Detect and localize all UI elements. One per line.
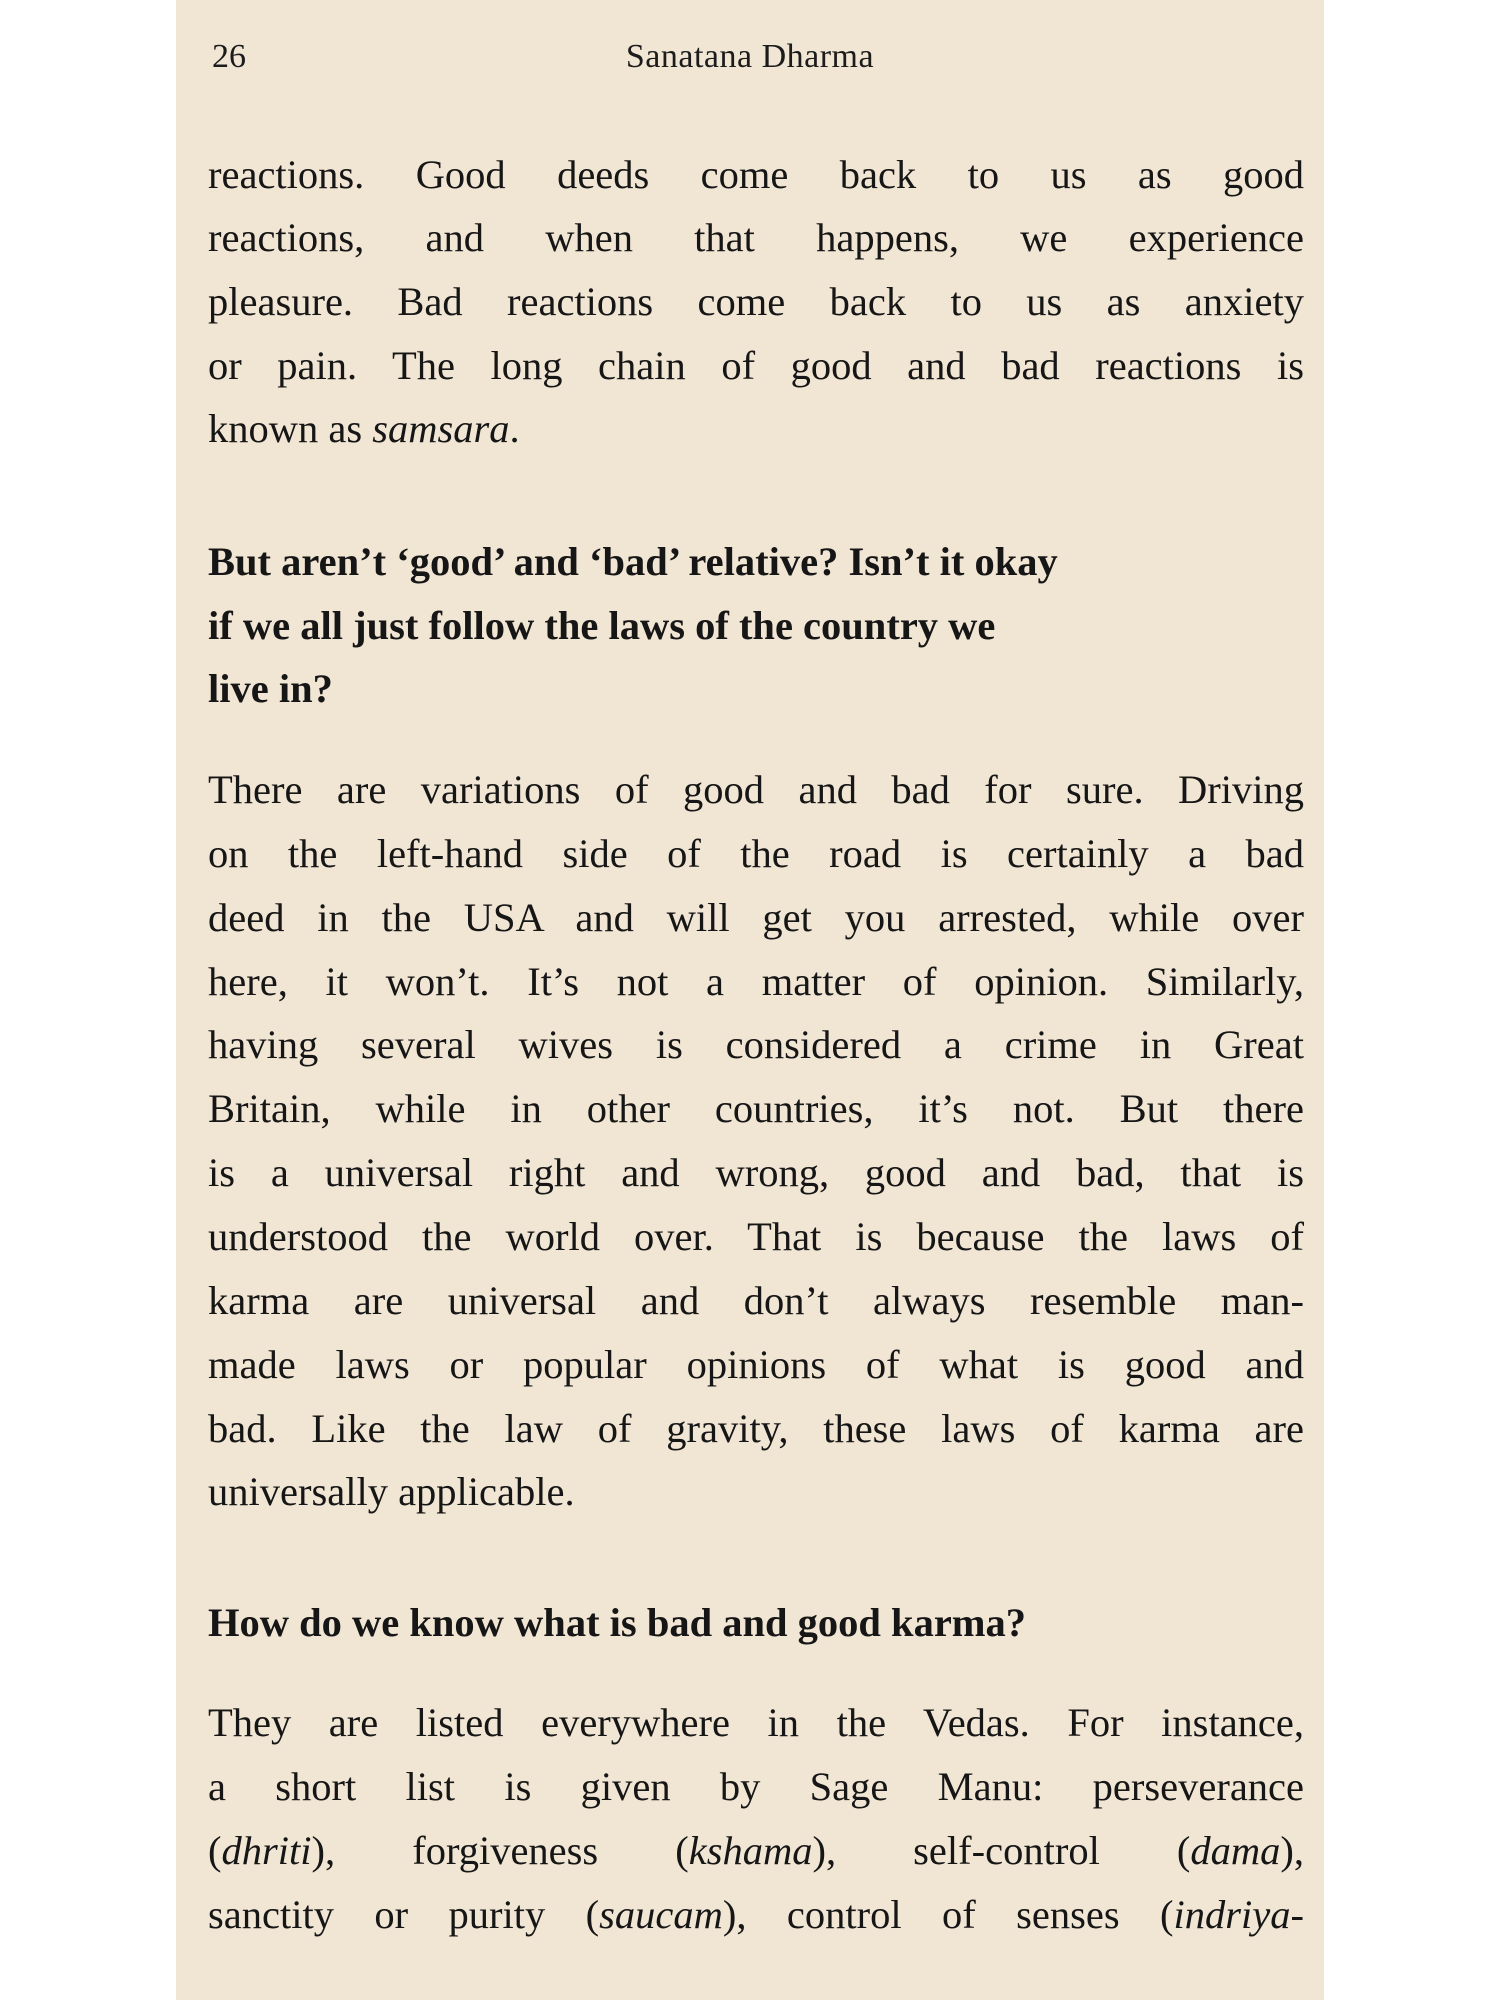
text-span: ), control of senses ( xyxy=(722,1892,1174,1937)
italic-term: kshama xyxy=(688,1828,813,1873)
text-span: ), forgiveness ( xyxy=(311,1828,689,1873)
text-line: universally applicable. xyxy=(208,1469,575,1514)
page-number: 26 xyxy=(212,38,246,75)
text-line: There are variations of good and bad for sure. Driving xyxy=(208,767,1304,812)
book-page xyxy=(176,0,1324,2000)
italic-term: indriya- xyxy=(1173,1892,1305,1937)
text-line: or pain. The long chain of good and bad reactions is xyxy=(208,343,1304,388)
text-line: a short list is given by Sage Manu: perseverance xyxy=(208,1764,1304,1809)
text-line: They are listed everywhere in the Vedas. For instance, xyxy=(208,1700,1304,1745)
text-line: reactions, and when that happens, we experience xyxy=(208,215,1304,260)
text-line: is a universal right and wrong, good and bad, that is xyxy=(208,1150,1304,1195)
text-span: . xyxy=(509,406,520,451)
text-line: Britain, while in other countries, it’s not. But there xyxy=(208,1086,1304,1131)
text-line: on the left-hand side of the road is certainly a bad xyxy=(208,831,1304,876)
heading-line: How do we know what is bad and good karma? xyxy=(208,1600,1027,1645)
italic-term: dhriti xyxy=(221,1828,312,1873)
text-line xyxy=(208,404,1304,454)
text-line: understood the world over. That is because the laws of xyxy=(208,1214,1304,1259)
italic-term: saucam xyxy=(599,1892,723,1937)
text-line: deed in the USA and will get you arrested, while over xyxy=(208,895,1304,940)
text-line: having several wives is considered a crime in Great xyxy=(208,1022,1304,1067)
text-line xyxy=(208,1826,1304,1876)
text-line: bad. Like the law of gravity, these laws of karma are xyxy=(208,1406,1304,1451)
text-span: ( xyxy=(208,1828,222,1873)
text-line: pleasure. Bad reactions come back to us as anxiety xyxy=(208,279,1304,324)
italic-term: dama xyxy=(1190,1828,1281,1873)
text-line: made laws or popular opinions of what is good and xyxy=(208,1342,1304,1387)
text-span: known as xyxy=(208,406,373,451)
text-span: ), self-control ( xyxy=(812,1828,1191,1873)
text-span: sanctity or purity ( xyxy=(208,1892,600,1937)
text-span: ), xyxy=(1280,1828,1304,1873)
text-line: reactions. Good deeds come back to us as good xyxy=(208,152,1304,197)
running-head: Sanatana Dharma xyxy=(625,38,875,75)
heading-line: But aren’t ‘good’ and ‘bad’ relative? Isn’t it okay xyxy=(208,539,1058,584)
text-line: karma are universal and don’t always resemble man- xyxy=(208,1278,1304,1323)
page-header xyxy=(212,38,1288,86)
italic-term: samsara xyxy=(372,406,510,451)
heading-line: live in? xyxy=(208,666,333,711)
heading-line: if we all just follow the laws of the country we xyxy=(208,603,996,648)
text-line: here, it won’t. It’s not a matter of opinion. Similarly, xyxy=(208,959,1304,1004)
text-line xyxy=(208,1890,1304,1940)
